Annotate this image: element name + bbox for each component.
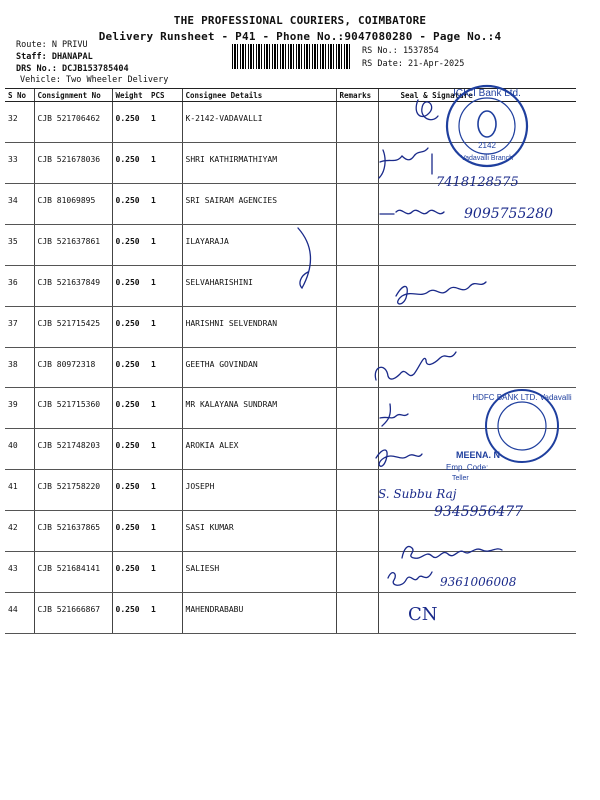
row40-signature (376, 450, 422, 466)
row-consignee: K-2142-VADAVALLI (182, 102, 336, 143)
row-pcs: 1 (148, 552, 182, 593)
row-consignment-no: CJB 521748203 (34, 429, 112, 470)
row-pcs: 1 (148, 306, 182, 347)
hdfc-stamp-ring: HDFC BANK LTD. Vadavalli (472, 393, 572, 402)
hdfc-bank-stamp (446, 390, 572, 482)
icici-bank-stamp (447, 86, 527, 166)
row-consignment-no: CJB 521715425 (34, 306, 112, 347)
row-weight: 0.250 (112, 511, 148, 552)
drs-number: DRS No.: DCJB153785404 (16, 64, 129, 74)
row-consignee: AROKIA ALEX (182, 429, 336, 470)
row-sno: 37 (5, 306, 34, 347)
col-header-pcs: PCS (148, 89, 182, 102)
row-sno: 39 (5, 388, 34, 429)
row-weight: 0.250 (112, 347, 148, 388)
row33-signature (379, 148, 432, 178)
row-pcs: 1 (148, 142, 182, 183)
row-pcs: 1 (148, 224, 182, 265)
staff-label: Staff: DHANAPAL (16, 52, 93, 62)
row-pcs: 1 (148, 347, 182, 388)
row-consignment-no: CJB 521666867 (34, 593, 112, 634)
col-header-sno: S No (5, 89, 34, 102)
row34-phone: 9095755280 (464, 206, 554, 222)
row-consignment-no: CJB 521758220 (34, 470, 112, 511)
row-consignment-no: CJB 521678036 (34, 142, 112, 183)
row-weight: 0.250 (112, 142, 148, 183)
row-consignee: SELVAHARISHINI (182, 265, 336, 306)
row-sno: 41 (5, 470, 34, 511)
row-sno: 44 (5, 593, 34, 634)
row35-tick-mark (298, 228, 311, 288)
row-weight: 0.250 (112, 593, 148, 634)
row-consignee: SRI SAIRAM AGENCIES (182, 183, 336, 224)
icici-stamp-top: ICICI Bank Ltd. (453, 88, 521, 99)
row-sno: 36 (5, 265, 34, 306)
row-consignee: MAHENDRABABU (182, 593, 336, 634)
hdfc-role: Teller (452, 475, 469, 482)
row-weight: 0.250 (112, 306, 148, 347)
row-consignee: SASI KUMAR (182, 511, 336, 552)
row-weight: 0.250 (112, 552, 148, 593)
row39-signature (380, 404, 408, 426)
row43-signature (402, 546, 502, 558)
row-consignee: JOSEPH (182, 470, 336, 511)
row-sno: 32 (5, 102, 34, 143)
row-consignee: GEETHA GOVINDAN (182, 347, 336, 388)
hdfc-teller-name: MEENA. N (456, 450, 501, 460)
row-consignment-no: CJB 521637849 (34, 265, 112, 306)
row-consignment-no: CJB 521684141 (34, 552, 112, 593)
row-weight: 0.250 (112, 388, 148, 429)
row-consignment-no: CJB 521637861 (34, 224, 112, 265)
row32-signature (416, 100, 438, 120)
col-header-weight: Weight (112, 89, 148, 102)
row-sno: 35 (5, 224, 34, 265)
icici-stamp-bottom: Vadavalli Branch (460, 155, 514, 162)
row-pcs: 1 (148, 429, 182, 470)
row34-signature (380, 210, 444, 214)
row-weight: 0.250 (112, 265, 148, 306)
row-weight: 0.250 (112, 429, 148, 470)
col-header-consignee: Consignee Details (182, 89, 336, 102)
row-pcs: 1 (148, 470, 182, 511)
row-consignee: SALIESH (182, 552, 336, 593)
row-pcs: 1 (148, 183, 182, 224)
row-weight: 0.250 (112, 224, 148, 265)
row44-initials: CN (408, 604, 438, 625)
row-sno: 38 (5, 347, 34, 388)
row-consignment-no: CJB 521715360 (34, 388, 112, 429)
row41-phone: 9345956477 (434, 504, 524, 520)
row-sno: 43 (5, 552, 34, 593)
row-weight: 0.250 (112, 470, 148, 511)
row-consignment-no: CJB 521706462 (34, 102, 112, 143)
company-title: THE PROFESSIONAL COURIERS, COIMBATORE (173, 14, 427, 27)
row-sno: 33 (5, 142, 34, 183)
row-pcs: 1 (148, 265, 182, 306)
row-consignment-no: CJB 521637865 (34, 511, 112, 552)
row-pcs: 1 (148, 388, 182, 429)
row-consignee: SHRI KATHIRMATHIYAM (182, 142, 336, 183)
icici-stamp-code: 2142 (478, 141, 496, 150)
row-pcs: 1 (148, 102, 182, 143)
col-header-remarks: Remarks (336, 89, 378, 102)
row-consignee: MR KALAYANA SUNDRAM (182, 388, 336, 429)
row-sno: 34 (5, 183, 34, 224)
rs-date: RS Date: 21-Apr-2025 (362, 59, 465, 69)
route-label: Route: N PRIVU (16, 40, 88, 50)
row-pcs: 1 (148, 593, 182, 634)
row33-phone: 7418128575 (436, 175, 519, 190)
row-pcs: 1 (148, 511, 182, 552)
row43-phone: 9361006008 (440, 575, 517, 589)
row-sno: 40 (5, 429, 34, 470)
row-consignment-no: CJB 80972318 (34, 347, 112, 388)
row-consignee: ILAYARAJA (182, 224, 336, 265)
row-sno: 42 (5, 511, 34, 552)
row38-signature (375, 352, 456, 380)
row-weight: 0.250 (112, 183, 148, 224)
row41-name: S. Subbu Raj (378, 487, 457, 501)
col-header-consignment: Consignment No (34, 89, 112, 102)
runsheet-subtitle: Delivery Runsheet - P41 - Phone No.:9047080280 - Page No.:4 (98, 30, 502, 43)
row36-signature (396, 282, 486, 304)
row-weight: 0.250 (112, 102, 148, 143)
row-consignment-no: CJB 81069895 (34, 183, 112, 224)
col-header-signature: Seal & Signature (378, 89, 576, 102)
row-consignee: HARISHNI SELVENDRAN (182, 306, 336, 347)
vehicle-label: Vehicle: Two Wheeler Delivery (20, 75, 169, 85)
row43-signature-second (388, 572, 432, 585)
rs-number: RS No.: 1537854 (362, 46, 439, 56)
hdfc-emp-code: Emp. Code: (446, 463, 489, 472)
